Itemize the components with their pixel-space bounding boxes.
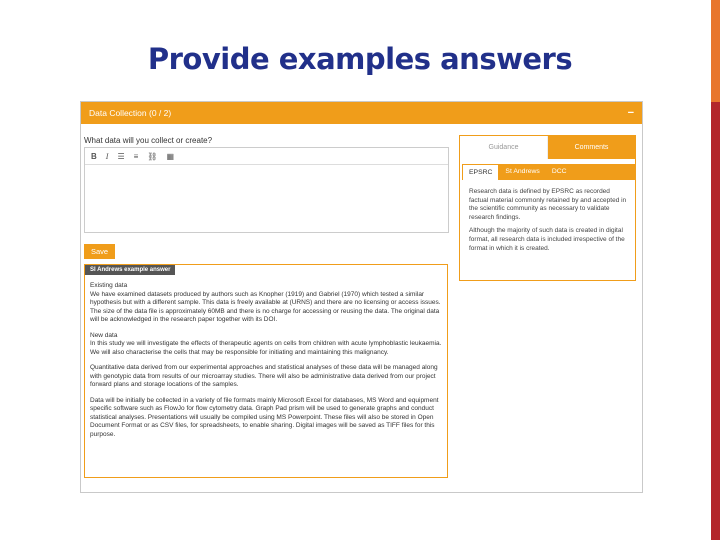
bullet-list-icon[interactable]: ☰ bbox=[117, 151, 125, 161]
guidance-tabs bbox=[460, 136, 635, 159]
example-paragraph-quantitative: Quantitative data derived from our experimental approaches and statistical analyses of these data will be managed along with genotypic data from results of our microarray studies. There will also be administrative data derived from our project forward plans and storage locations of the samples. bbox=[90, 364, 438, 388]
italic-icon[interactable]: I bbox=[105, 151, 109, 161]
numbered-list-icon[interactable]: ≡ bbox=[133, 151, 139, 161]
data-collection-header[interactable] bbox=[81, 102, 642, 124]
collapse-icon[interactable]: − bbox=[627, 107, 634, 119]
data-collection-title: Data Collection (0 / 2) bbox=[89, 108, 172, 118]
guidance-paragraph-2: Although the majority of such data is created in digital format, all research data is included irrespective of the format in which it is created. bbox=[469, 227, 625, 252]
guidance-panel bbox=[459, 135, 636, 281]
sub-tab-spacer bbox=[573, 164, 635, 180]
guidance-text bbox=[460, 180, 635, 253]
example-paragraph-file-formats: Data will be initially be collected in a variety of file formats mainly Microsoft Excel for databases, MS Word and equipment specific software such as FlowJo for flow cytometry data. Graph Pad prism will be used to generate graphs and conduct statistical analyses. Presentations will usually be compiled using MS Powerpoint. These files will also be stored in Open Document Format or as CSV files, for spreadsheets, to enable sharing. Digital images will be saved as TIFF files for this purpose. bbox=[90, 396, 439, 438]
link-icon[interactable]: ⛓ bbox=[147, 151, 158, 161]
sub-tab-st-andrews[interactable]: St Andrews bbox=[499, 164, 545, 180]
tab-comments[interactable]: Comments bbox=[548, 136, 635, 159]
example-answer-text bbox=[90, 282, 442, 446]
bold-icon[interactable]: B bbox=[91, 151, 97, 161]
guidance-paragraph-1: Research data is defined by EPSRC as recorded factual material commonly retained by and accepted in the scientific community as necessary to validate research findings. bbox=[469, 188, 627, 221]
decorative-red-bar bbox=[711, 102, 720, 540]
example-answer-tab: SI Andrews example answer bbox=[85, 265, 175, 275]
tab-guidance[interactable]: Guidance bbox=[460, 136, 548, 159]
guidance-sub-tabs bbox=[462, 164, 635, 180]
editor-toolbar bbox=[85, 148, 448, 165]
dmp-screenshot bbox=[80, 101, 643, 493]
example-paragraph-existing-data: Existing data We have examined datasets produced by authors such as Knopher (1919) and Gabriel (1970) which tested a similar hypothesis but with a different sample. This data is freely available at (URNS) and there are no licensing or access issues. The size of the data file is approximately 60MB and there is no charge for accessing or reusing the data. The original data will be acknowledged in the research paper together with its DOI. bbox=[90, 282, 441, 323]
example-answer-box bbox=[84, 264, 448, 478]
answer-editor[interactable] bbox=[84, 147, 449, 233]
slide-title: Provide examples answers bbox=[147, 42, 573, 76]
table-icon[interactable]: ▦ bbox=[166, 151, 175, 161]
sub-tab-dcc[interactable]: DCC bbox=[546, 164, 573, 180]
example-paragraph-new-data: New data In this study we will investigate the effects of therapeutic agents on cells from children with acute lymphoblastic leukaemia. We will also characterise the cells that may be responsible for initiating and maintaining this malignancy. bbox=[90, 331, 442, 356]
save-button[interactable]: Save bbox=[84, 244, 115, 259]
sub-tab-epsrc[interactable]: EPSRC bbox=[462, 164, 499, 180]
question-label: What data will you collect or create? bbox=[84, 136, 213, 145]
